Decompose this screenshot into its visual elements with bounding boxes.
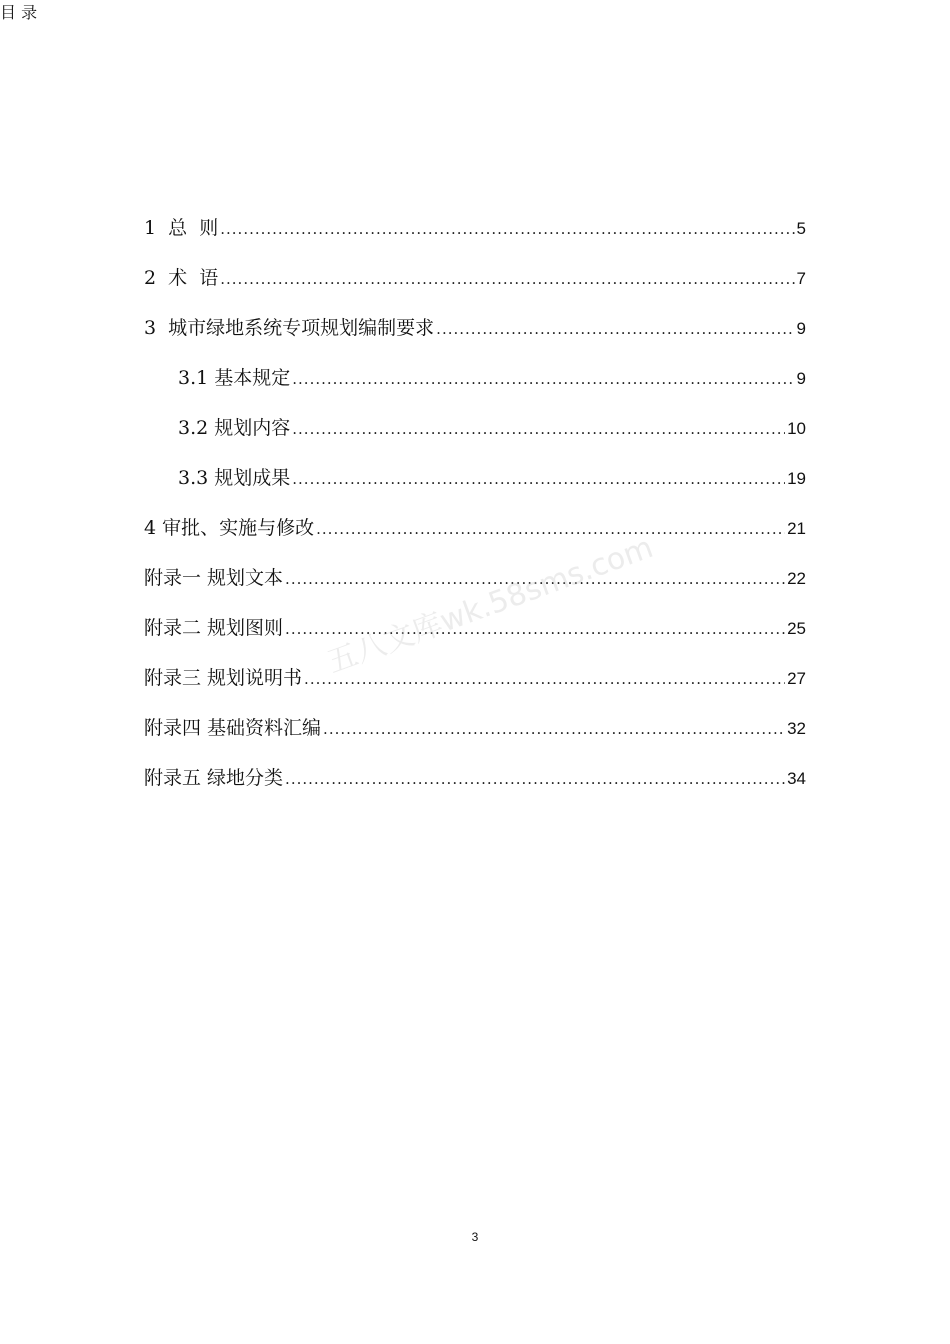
toc-subentry[interactable] xyxy=(144,356,806,406)
toc-entry[interactable] xyxy=(144,306,806,356)
toc-entry[interactable] xyxy=(144,706,806,756)
toc-entry[interactable] xyxy=(144,506,806,556)
toc-entry-label: 附录五 绿地分类 xyxy=(144,767,284,789)
toc-entry-page: 22 xyxy=(787,569,806,588)
watermark: 五八文库wk.58sms.com xyxy=(322,529,658,681)
toc-entry-label: 3.2 规划内容 xyxy=(178,417,291,439)
toc-dot-leader xyxy=(220,207,794,251)
toc-dot-leader xyxy=(316,507,785,551)
toc-entry-page: 19 xyxy=(787,469,806,488)
toc-dot-leader xyxy=(292,357,794,401)
toc-entry-page: 32 xyxy=(787,719,806,738)
page-title: 目 录 xyxy=(0,3,38,22)
toc-entry-label: 4 审批、实施与修改 xyxy=(144,517,315,539)
toc-entry[interactable] xyxy=(144,256,806,306)
toc-entry-label: 3.1 基本规定 xyxy=(178,367,291,389)
toc-entry[interactable] xyxy=(144,756,806,806)
toc-entry-label: 附录二 规划图则 xyxy=(144,617,284,639)
toc-subentry[interactable] xyxy=(144,456,806,506)
toc-entry-page: 34 xyxy=(787,769,806,788)
toc-dot-leader xyxy=(323,707,785,751)
toc-entry-label: 3.3 规划成果 xyxy=(178,467,291,489)
toc-dot-leader xyxy=(285,607,785,651)
toc-entry-label: 附录一 规划文本 xyxy=(144,567,284,589)
toc-entry-page: 5 xyxy=(796,219,806,238)
toc-dot-leader xyxy=(292,457,785,501)
toc-entry-label: 3 城市绿地系统专项规划编制要求 xyxy=(144,317,435,339)
toc-entry-label: 2 术 语 xyxy=(144,267,219,289)
toc-entry-page: 25 xyxy=(787,619,806,638)
toc-subentry[interactable] xyxy=(144,406,806,456)
toc-entry-label: 附录三 规划说明书 xyxy=(144,667,303,689)
table-of-contents xyxy=(144,206,806,806)
toc-dot-leader xyxy=(285,757,785,801)
toc-entry[interactable] xyxy=(144,206,806,256)
page-number: 3 xyxy=(471,1230,479,1244)
toc-dot-leader xyxy=(292,407,785,451)
toc-dot-leader xyxy=(285,557,785,601)
toc-entry-label: 1 总 则 xyxy=(144,217,219,239)
toc-entry-page: 10 xyxy=(787,419,806,438)
toc-dot-leader xyxy=(436,307,794,351)
toc-entry-page: 27 xyxy=(787,669,806,688)
toc-entry[interactable] xyxy=(144,656,806,706)
toc-entry-page: 9 xyxy=(796,369,806,388)
toc-entry-page: 7 xyxy=(796,269,806,288)
toc-entry-page: 9 xyxy=(796,319,806,338)
toc-entry[interactable] xyxy=(144,606,806,656)
toc-entry-label: 附录四 基础资料汇编 xyxy=(144,717,322,739)
toc-entry[interactable] xyxy=(144,556,806,606)
toc-dot-leader xyxy=(304,657,785,701)
toc-dot-leader xyxy=(220,257,794,301)
toc-entry-page: 21 xyxy=(787,519,806,538)
